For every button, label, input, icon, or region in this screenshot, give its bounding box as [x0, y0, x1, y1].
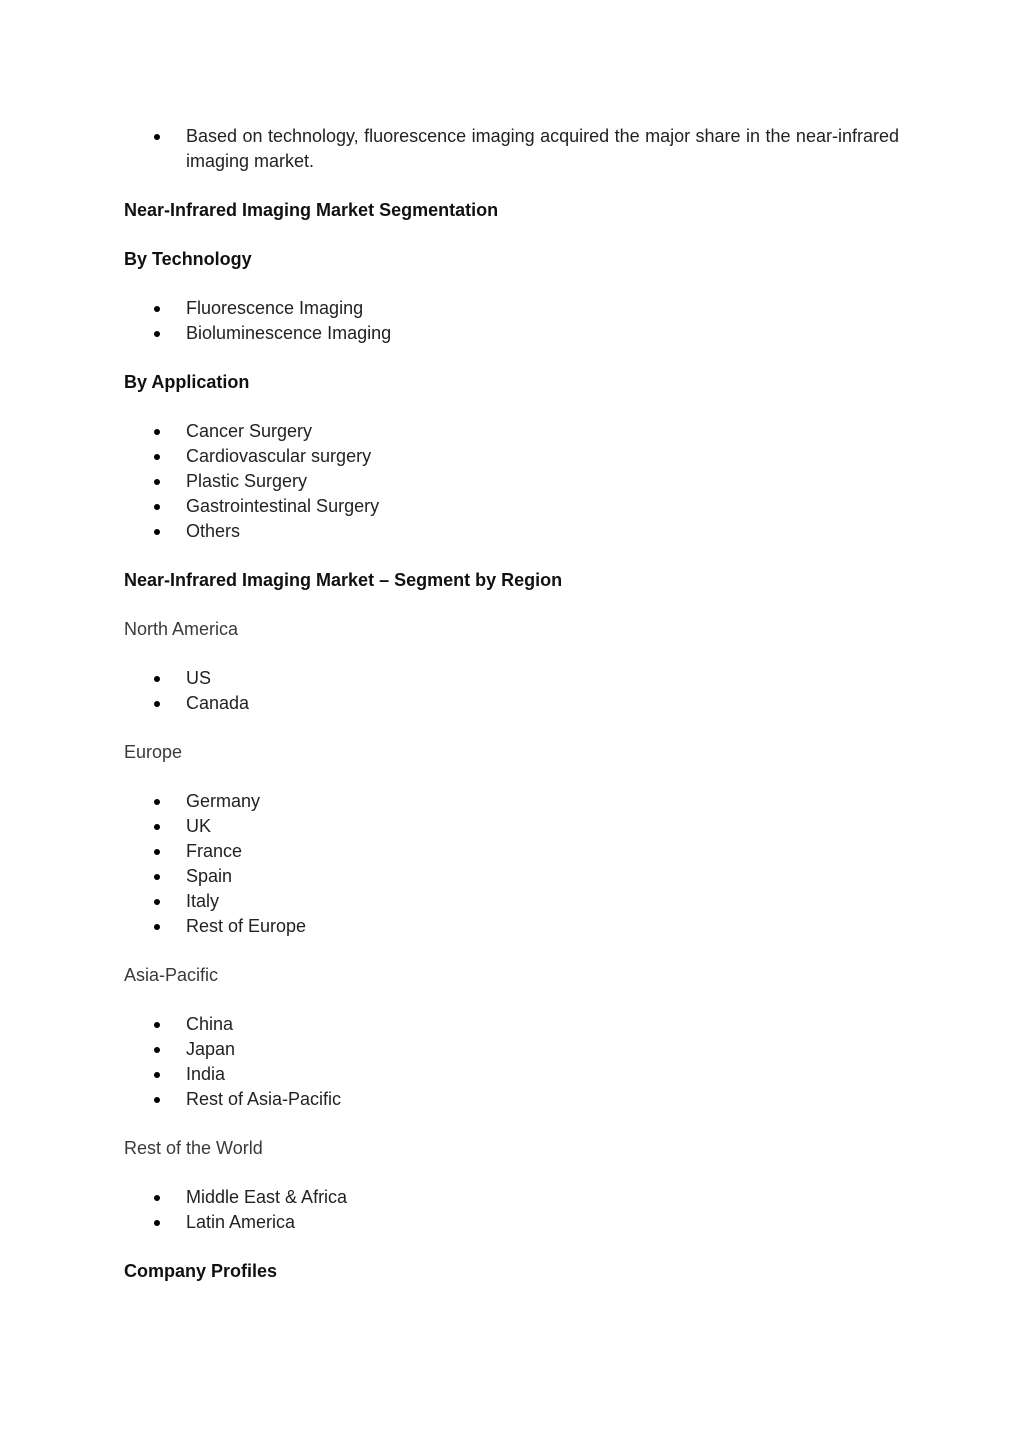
bullet-icon [154, 454, 160, 460]
bullet-icon [154, 1022, 160, 1028]
list-item-text: Spain [186, 866, 233, 886]
bullet-icon [154, 701, 160, 707]
region-heading: Near-Infrared Imaging Market – Segment by Region [124, 570, 563, 590]
list-item-text: Others [186, 521, 241, 541]
bullet-icon [154, 134, 160, 140]
list-item-text: Bioluminescence Imaging [186, 323, 392, 343]
technology-list [124, 296, 899, 346]
list-item-text: US [186, 668, 212, 688]
list-item [124, 124, 899, 174]
bullet-icon [154, 1072, 160, 1078]
bullet-icon [154, 1220, 160, 1226]
segmentation-heading: Near-Infrared Imaging Market Segmentation [124, 200, 499, 220]
bullet-icon [154, 504, 160, 510]
intro-list [124, 124, 899, 174]
list-item [124, 1087, 899, 1112]
list-item-text: UK [186, 816, 212, 836]
bullet-icon [154, 1047, 160, 1053]
list-item-text: India [186, 1064, 226, 1084]
list-item [124, 691, 899, 716]
list-item [124, 1062, 899, 1087]
list-item-text: Gastrointestinal Surgery [186, 496, 380, 516]
list-item [124, 914, 899, 939]
list-item-text: Rest of Europe [186, 916, 307, 936]
bullet-icon [154, 849, 160, 855]
list-item [124, 1210, 899, 1235]
list-item [124, 419, 899, 444]
list-item [124, 864, 899, 889]
by-application-heading: By Application [124, 372, 250, 392]
list-item [124, 519, 899, 544]
bullet-icon [154, 479, 160, 485]
list-item-text: Cancer Surgery [186, 421, 313, 441]
list-item-text: Canada [186, 693, 250, 713]
asia-pacific-label: Asia-Pacific [124, 965, 219, 985]
list-item-text: Rest of Asia-Pacific [186, 1089, 342, 1109]
list-item-text: China [186, 1014, 234, 1034]
list-item [124, 789, 899, 814]
list-item [124, 444, 899, 469]
company-profiles-heading: Company Profiles [124, 1261, 278, 1281]
list-item-text: Cardiovascular surgery [186, 446, 372, 466]
list-item-text: France [186, 841, 243, 861]
bullet-icon [154, 331, 160, 337]
list-item [124, 296, 899, 321]
list-item-text: Germany [186, 791, 261, 811]
list-item-text: Middle East & Africa [186, 1187, 348, 1207]
list-item [124, 839, 899, 864]
list-item [124, 494, 899, 519]
bullet-icon [154, 824, 160, 830]
bullet-icon [154, 676, 160, 682]
europe-label: Europe [124, 742, 183, 762]
north-america-list [124, 666, 899, 716]
list-item [124, 1185, 899, 1210]
europe-list [124, 789, 899, 939]
north-america-label: North America [124, 619, 239, 639]
by-technology-heading: By Technology [124, 249, 252, 269]
list-item-text: Japan [186, 1039, 236, 1059]
bullet-icon [154, 924, 160, 930]
application-list [124, 419, 899, 544]
list-item [124, 1012, 899, 1037]
list-item [124, 889, 899, 914]
bullet-icon [154, 874, 160, 880]
list-item [124, 814, 899, 839]
intro-bullet-text: Based on technology, fluorescence imaging acquired the major share in the near-infrared imaging market. [186, 126, 899, 171]
rest-of-world-list [124, 1185, 899, 1235]
list-item [124, 1037, 899, 1062]
bullet-icon [154, 429, 160, 435]
bullet-icon [154, 1097, 160, 1103]
bullet-icon [154, 899, 160, 905]
bullet-icon [154, 306, 160, 312]
rest-of-world-label: Rest of the World [124, 1138, 263, 1158]
list-item [124, 321, 899, 346]
bullet-icon [154, 799, 160, 805]
bullet-icon [154, 1195, 160, 1201]
asia-pacific-list [124, 1012, 899, 1112]
list-item-text: Italy [186, 891, 220, 911]
bullet-icon [154, 529, 160, 535]
list-item-text: Plastic Surgery [186, 471, 308, 491]
document-body [124, 124, 899, 1284]
list-item [124, 469, 899, 494]
list-item [124, 666, 899, 691]
list-item-text: Latin America [186, 1212, 296, 1232]
list-item-text: Fluorescence Imaging [186, 298, 364, 318]
